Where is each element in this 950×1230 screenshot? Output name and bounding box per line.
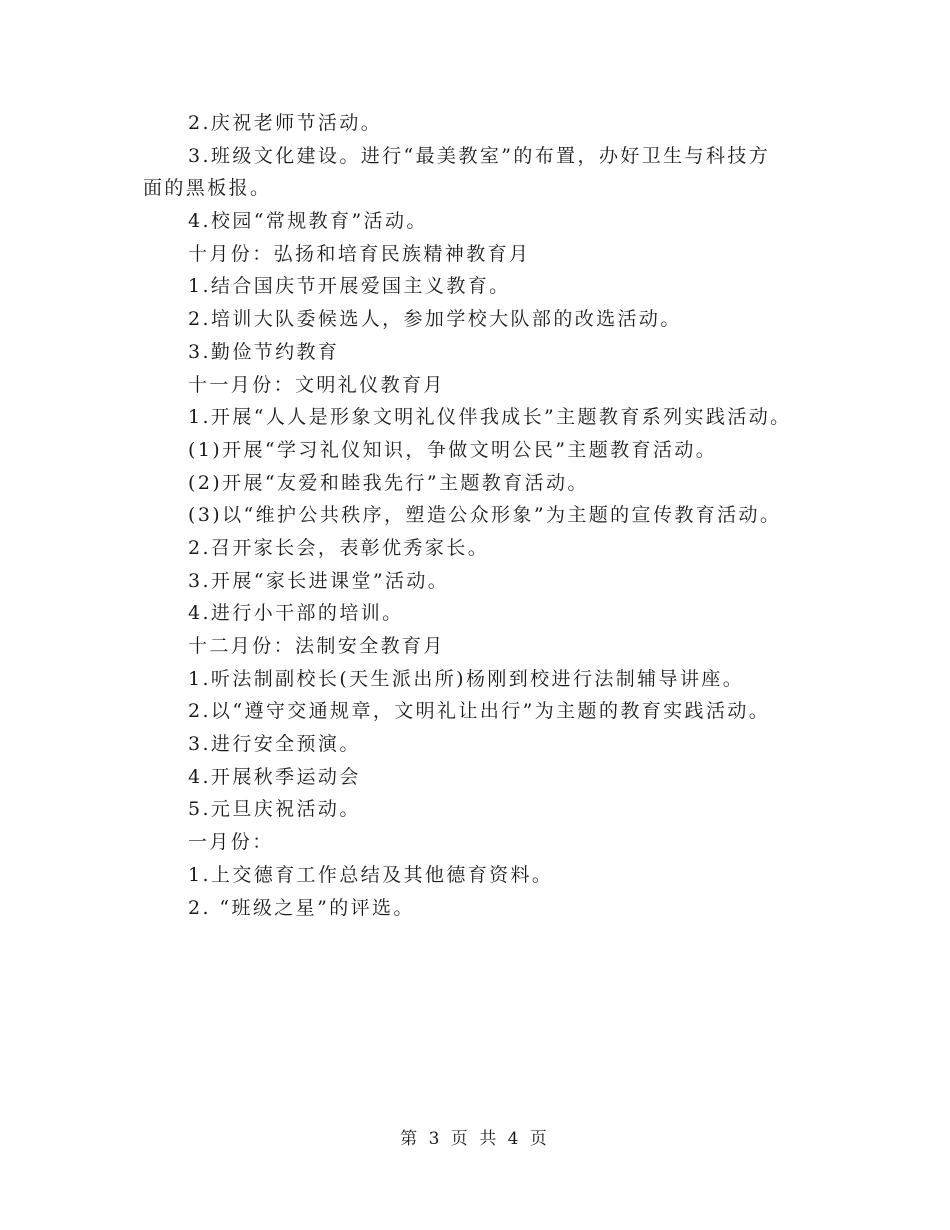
text-line: 5.元旦庆祝活动。 bbox=[188, 798, 361, 821]
text-line: 1.上交德育工作总结及其他德育资料。 bbox=[188, 863, 554, 886]
page-number-footer: 第 3 页 共 4 页 bbox=[400, 1129, 550, 1149]
section-heading: 十二月份：法制安全教育月 bbox=[188, 635, 445, 657]
text-line: 4.校园“常规教育”活动。 bbox=[188, 210, 428, 233]
section-heading: 十月份：弘扬和培育民族精神教育月 bbox=[188, 242, 531, 265]
text-line: 2.召开家长会，表彰优秀家长。 bbox=[188, 536, 490, 559]
text-line: (3)以“维护公共秩序，塑造公众形象”为主题的宣传教育活动。 bbox=[188, 504, 782, 527]
text-line: 1.开展“人人是形象文明礼仪伴我成长”主题教育系列实践活动。 bbox=[188, 406, 792, 429]
text-line: 2.庆祝老师节活动。 bbox=[188, 112, 383, 134]
text-line: 1.听法制副校长(天生派出所)杨刚到校进行法制辅导讲座。 bbox=[188, 667, 745, 690]
section-heading: 一月份： bbox=[188, 831, 274, 854]
text-line: 4.开展秋季运动会 bbox=[188, 765, 361, 788]
text-line: 3.进行安全预演。 bbox=[188, 733, 361, 756]
text-line: (1)开展“学习礼仪知识，争做文明公民”主题教育活动。 bbox=[188, 438, 718, 461]
document-body bbox=[0, 107, 950, 924]
text-line: 2.培训大队委候选人，参加学校大队部的改选活动。 bbox=[188, 308, 682, 331]
text-line: 4.进行小干部的培训。 bbox=[188, 602, 404, 625]
section-heading: 十一月份：文明礼仪教育月 bbox=[188, 373, 445, 396]
text-line: 3.班级文化建设。进行“最美教室”的布置，办好卫生与科技方 bbox=[188, 144, 771, 167]
text-line: 2.以“遵守交通规章，文明礼让出行”为主题的教育实践活动。 bbox=[188, 700, 771, 723]
text-line: 3.勤俭节约教育 bbox=[188, 340, 340, 363]
text-line: 2. “班级之星”的评选。 bbox=[188, 896, 415, 919]
text-line: 1.结合国庆节开展爱国主义教育。 bbox=[188, 275, 511, 298]
text-line: (2)开展“友爱和睦我先行”主题教育活动。 bbox=[188, 471, 589, 494]
text-line: 面的黑板报。 bbox=[143, 177, 272, 200]
text-line: 3.开展“家长进课堂”活动。 bbox=[188, 569, 450, 592]
